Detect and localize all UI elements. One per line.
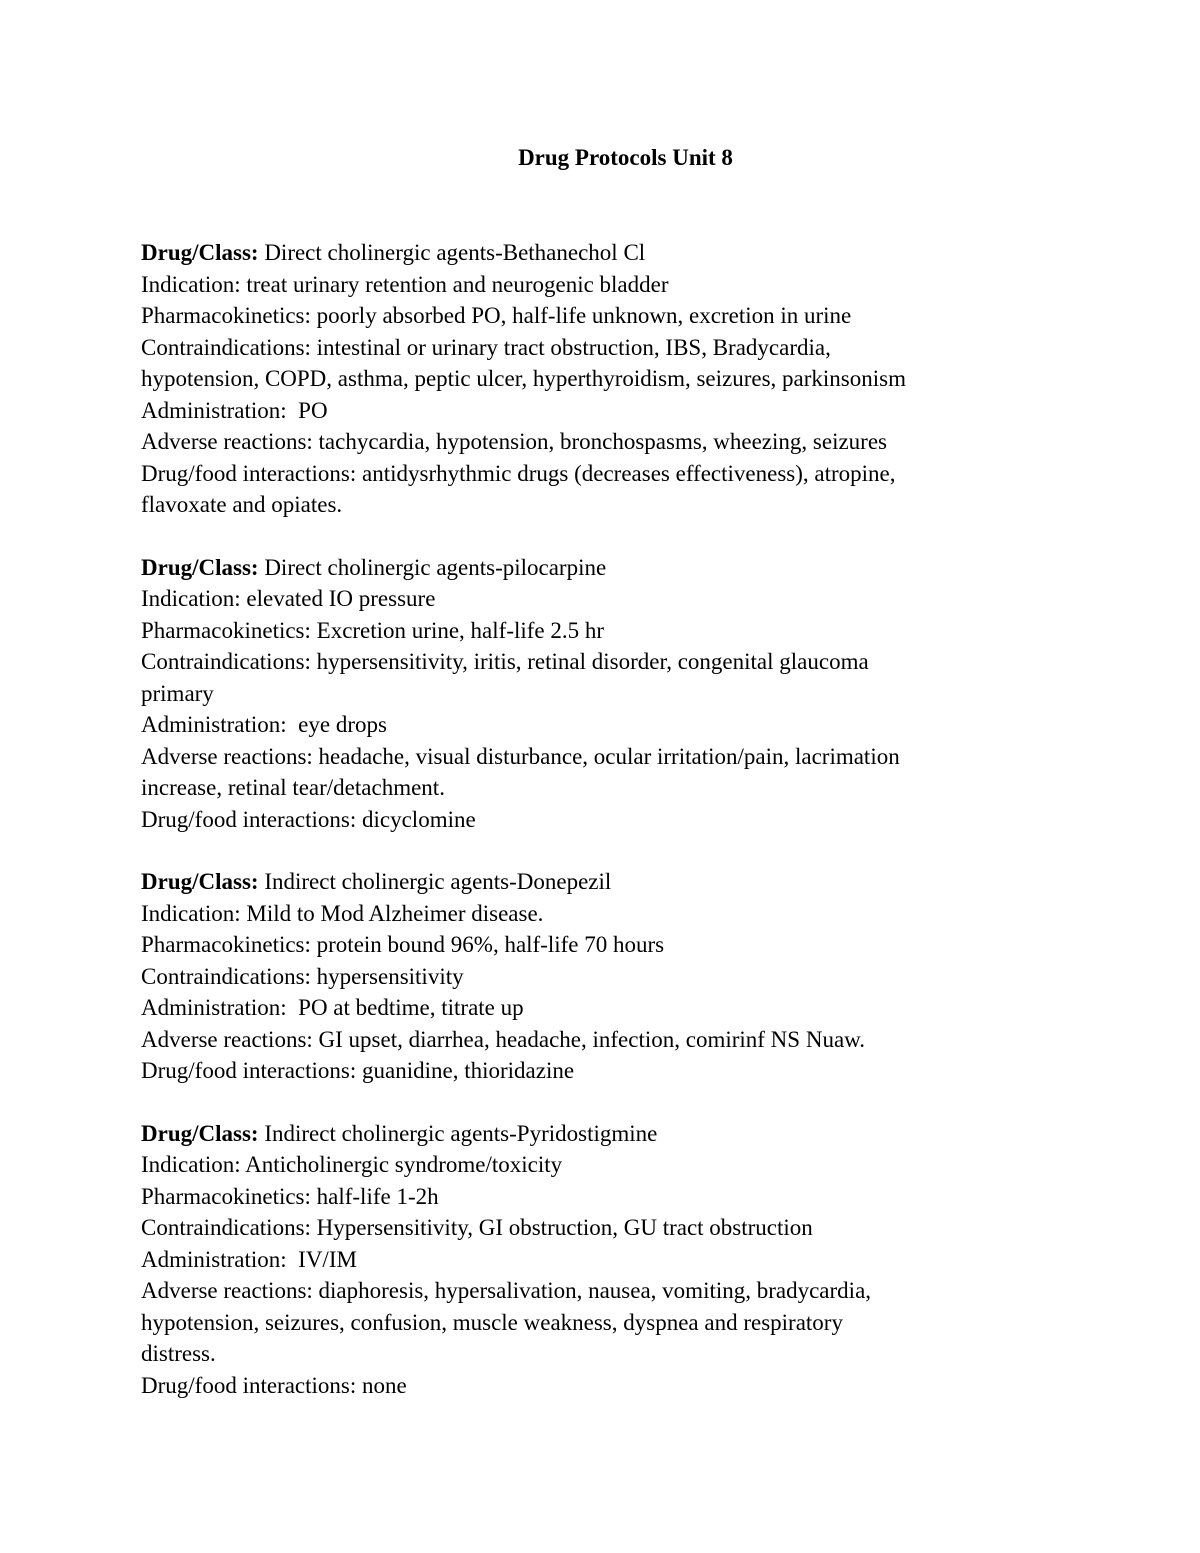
document-title: Drug Protocols Unit 8: [518, 145, 733, 170]
line-text: Direct cholinergic agents-Bethanechol Cl: [258, 240, 646, 265]
drug-class-label: Drug/Class:: [141, 240, 259, 265]
drug-sections: [141, 237, 1080, 1401]
document-line: [141, 866, 1080, 898]
document-line: [141, 804, 1080, 836]
line-text: Indication: treat urinary retention and neurogenic bladder: [141, 271, 669, 297]
document-line: [141, 237, 1080, 269]
line-text: Direct cholinergic agents-pilocarpine: [258, 554, 607, 580]
line-text: Administration: PO at bedtime, titrate up: [141, 995, 524, 1020]
line-text: Administration: PO: [141, 397, 328, 423]
document-line: [141, 426, 1080, 458]
document-line: [141, 1244, 1080, 1276]
line-text: Pharmacokinetics: protein bound 96%, half-life 70 hours: [141, 932, 665, 957]
document-line: [141, 552, 1080, 584]
line-text: Adverse reactions: GI upset, diarrhea, headache, infection, comirinf NS Nuaw.: [141, 1026, 866, 1052]
line-text: Drug/food interactions: none: [141, 1372, 407, 1398]
document-line: [141, 1370, 1080, 1402]
line-text: Drug/food interactions: antidysrhythmic drugs (decreases effectiveness), atropine,: [141, 460, 896, 486]
line-text: Pharmacokinetics: half-life 1-2h: [141, 1183, 439, 1209]
line-text: Adverse reactions: diaphoresis, hypersalivation, nausea, vomiting, bradycardia,: [141, 1278, 872, 1303]
document-line: [141, 898, 1080, 930]
line-text: Indication: Mild to Mod Alzheimer disease.: [141, 900, 544, 926]
line-text: Contraindications: hypersensitivity, iritis, retinal disorder, congenital glaucoma: [141, 649, 869, 674]
document-line: [141, 772, 1080, 804]
line-text: Contraindications: hypersensitivity: [141, 963, 464, 989]
document-line: [141, 1118, 1080, 1150]
drug-section: [141, 552, 1080, 836]
line-text: hypotension, seizures, confusion, muscle weakness, dyspnea and respiratory: [141, 1309, 843, 1335]
line-text: primary: [141, 680, 214, 706]
drug-class-label: Drug/Class:: [141, 1120, 259, 1146]
document-line: [141, 1212, 1080, 1244]
document-line: [141, 741, 1080, 773]
document-line: [141, 583, 1080, 615]
document-line: [141, 615, 1080, 647]
document-line: [141, 1024, 1080, 1056]
line-text: Administration: eye drops: [141, 712, 387, 737]
line-text: Pharmacokinetics: poorly absorbed PO, half-life unknown, excretion in urine: [141, 303, 852, 328]
document-line: [141, 489, 1080, 521]
line-text: Contraindications: Hypersensitivity, GI obstruction, GU tract obstruction: [141, 1215, 813, 1240]
document-line: [141, 1338, 1080, 1370]
line-text: Drug/food interactions: dicyclomine: [141, 806, 476, 832]
document-line: [141, 1275, 1080, 1307]
document-line: [141, 363, 1080, 395]
document-line: [141, 1307, 1080, 1339]
line-text: Indication: elevated IO pressure: [141, 586, 436, 611]
line-text: increase, retinal tear/detachment.: [141, 775, 445, 800]
document-line: [141, 458, 1080, 490]
document-line: [141, 1055, 1080, 1087]
drug-class-label: Drug/Class:: [141, 554, 259, 580]
line-text: Pharmacokinetics: Excretion urine, half-life 2.5 hr: [141, 617, 605, 643]
line-text: Adverse reactions: tachycardia, hypotension, bronchospasms, wheezing, seizures: [141, 429, 887, 454]
document-line: [141, 646, 1080, 678]
document-line: [141, 709, 1080, 741]
line-text: Drug/food interactions: guanidine, thioridazine: [141, 1058, 575, 1083]
drug-class-label: Drug/Class:: [141, 869, 259, 894]
drug-section: [141, 237, 1080, 521]
document-line: [141, 395, 1080, 427]
line-text: Administration: IV/IM: [141, 1246, 357, 1272]
document-line: [141, 992, 1080, 1024]
document-line: [141, 332, 1080, 364]
line-text: flavoxate and opiates.: [141, 492, 343, 517]
document-line: [141, 961, 1080, 993]
line-text: Indication: Anticholinergic syndrome/toxicity: [141, 1152, 563, 1177]
line-text: Indirect cholinergic agents-Donepezil: [258, 869, 612, 894]
drug-section: [141, 1118, 1080, 1402]
document-line: [141, 678, 1080, 710]
document-line: [141, 269, 1080, 301]
line-text: hypotension, COPD, asthma, peptic ulcer, hyperthyroidism, seizures, parkinsonism: [141, 366, 906, 391]
document-line: [141, 1181, 1080, 1213]
document-line: [141, 300, 1080, 332]
line-text: distress.: [141, 1341, 216, 1366]
line-text: Contraindications: intestinal or urinary tract obstruction, IBS, Bradycardia,: [141, 334, 831, 360]
drug-section: [141, 866, 1080, 1087]
document-line: [141, 1149, 1080, 1181]
document-line: [141, 929, 1080, 961]
line-text: Indirect cholinergic agents-Pyridostigmine: [258, 1120, 658, 1146]
line-text: Adverse reactions: headache, visual disturbance, ocular irritation/pain, lacrimation: [141, 743, 900, 769]
